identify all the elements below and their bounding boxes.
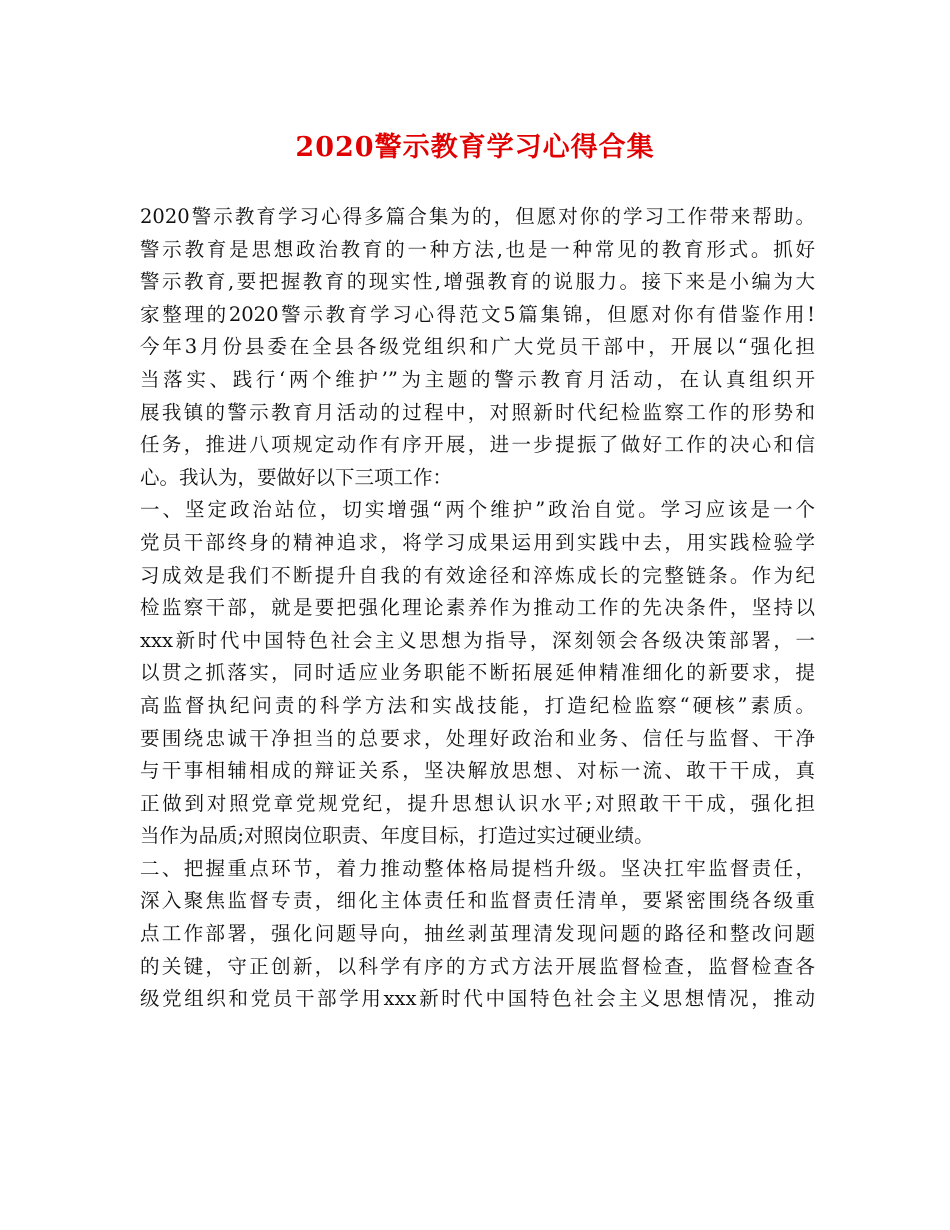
body-line: 习成效是我们不断提升自我的有效途径和淬炼成长的完整链条。作为纪 <box>140 563 815 587</box>
body-line: 警示教育,要把握教育的现实性,增强教育的说服力。接下来是小编为大 <box>140 270 815 294</box>
body-line: 级党组织和党员干部学用xxx新时代中国特色社会主义思想情况，推动 <box>140 987 815 1011</box>
body-line: 深入聚焦监督专责，细化主体责任和监督责任清单，要紧密围绕各级重 <box>140 889 815 913</box>
body-line: 高监督执纪问责的科学方法和实战技能，打造纪检监察“硬核”素质。 <box>140 693 815 717</box>
body-line: 以贯之抓落实，同时适应业务职能不断拓展延伸精准细化的新要求，提 <box>140 661 815 685</box>
body-line: 正做到对照党章党规党纪，提升思想认识水平;对照敢干干成，强化担 <box>140 791 815 815</box>
body-line: 2020警示教育学习心得多篇合集为的，但愿对你的学习工作带来帮助。 <box>140 205 815 228</box>
body-line: 的关键，守正创新，以科学有序的方式方法开展监督检查，监督检查各 <box>140 954 815 978</box>
body-line: 检监察干部，就是要把强化理论素养作为推动工作的先决条件，坚持以 <box>140 596 815 620</box>
body-line: 二、把握重点环节，着力推动整体格局提档升级。坚决扛牢监督责任， <box>140 856 815 880</box>
body-line: 点工作部署，强化问题导向，抽丝剥茧理清发现问题的路径和整改问题 <box>140 922 815 946</box>
body-line: 家整理的2020警示教育学习心得范文5篇集锦，但愿对你有借鉴作用! <box>140 302 815 326</box>
body-line: 当落实、践行‘两个维护’”为主题的警示教育月活动，在认真组织开 <box>140 367 815 391</box>
body-line: 心。我认为，要做好以下三项工作： <box>140 465 453 489</box>
body-line: 任务，推进八项规定动作有序开展，进一步提振了做好工作的决心和信 <box>140 433 815 457</box>
document-title: 2020警示教育学习心得合集 <box>295 132 655 163</box>
body-line: 展我镇的警示教育月活动的过程中，对照新时代纪检监察工作的形势和 <box>140 400 815 424</box>
body-line: 与干事相辅相成的辩证关系，坚决解放思想、对标一流、敢干干成，真 <box>140 759 815 783</box>
body-line: 今年3月份县委在全县各级党组织和广大党员干部中，开展以“强化担 <box>140 335 815 359</box>
body-line: xxx新时代中国特色社会主义思想为指导，深刻领会各级决策部署，一 <box>140 628 815 652</box>
document-body <box>140 201 815 1016</box>
body-line: 一、坚定政治站位，切实增强“两个维护”政治自觉。学习应该是一个 <box>140 498 815 522</box>
body-line: 当作为品质;对照岗位职责、年度目标，打造过实过硬业绩。 <box>140 824 654 848</box>
body-line: 要围绕忠诚干净担当的总要求，处理好政治和业务、信任与监督、干净 <box>140 726 815 750</box>
body-line: 警示教育是思想政治教育的一种方法,也是一种常见的教育形式。抓好 <box>140 237 815 261</box>
body-line: 党员干部终身的精神追求，将学习成果运用到实践中去，用实践检验学 <box>140 530 815 554</box>
